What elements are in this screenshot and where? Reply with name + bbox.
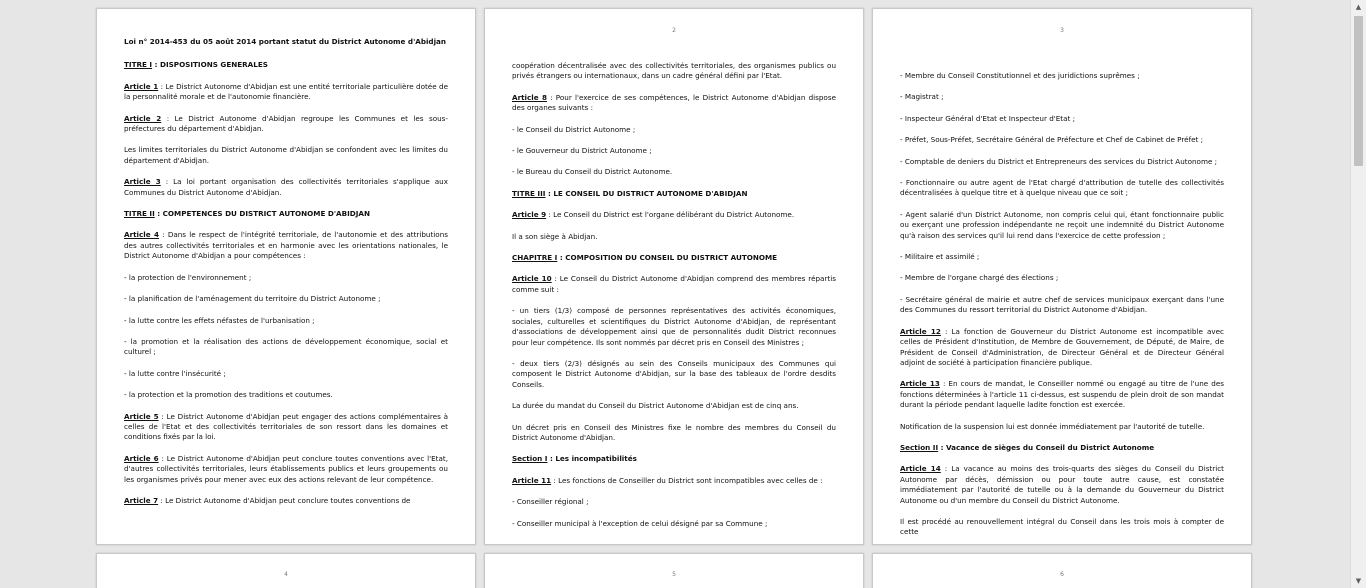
text-paragraph [900,422,1224,432]
text-paragraph [124,369,448,379]
article-paragraph [124,230,448,261]
article-paragraph [512,274,836,295]
page-number: 4 [284,571,288,578]
text-paragraph [900,71,1224,81]
text-paragraph [124,273,448,283]
section-label: Article 11 [512,475,552,485]
text-paragraph [900,178,1224,199]
page-6 [872,553,1252,588]
page-2 [484,8,864,545]
article-paragraph [512,210,836,220]
paragraph-text: - Secrétaire général de mairie et autre chef de services municipaux exerçant dans l'une des Communes du ressort territorial du District Autonome d'Abidjan. [900,294,1224,315]
text-paragraph [124,294,448,304]
page-4 [96,553,476,588]
article-paragraph [512,189,836,199]
paragraph-text: - le Conseil du District Autonome ; [512,124,636,134]
text-paragraph [512,423,836,444]
paragraph-text: Il est procédé au renouvellement intégral du Conseil dans les trois mois à compter de cette [900,516,1224,537]
section-label: Article 14 [900,464,941,474]
section-label: Article 8 [512,92,548,102]
article-paragraph [900,464,1224,506]
text-paragraph [124,316,448,326]
paragraph-text: : Le District Autonome d'Abidjan peut conclure toutes conventions avec l'Etat, d'autres collectivités territoriales, leurs établissements publics et leurs groupements ou les organismes privés pour mener avec eux des actions relevant de leur compétence. [124,453,448,484]
text-paragraph [124,337,448,358]
page-number: 2 [672,27,676,34]
section-label: Article 2 [124,113,162,123]
text-paragraph [900,114,1224,124]
paragraph-text: Les limites territoriales du District Autonome d'Abidjan se confondent avec les limites du département d'Abidjan. [124,145,448,165]
paragraph-text: - Préfet, Sous-Préfet, Secrétaire Général de Préfecture et Chef de Cabinet de Préfet ; [900,135,1204,145]
document-title: Loi n° 2014-453 du 05 août 2014 portant statut du District Autonome d'Abidjan [124,37,447,46]
page-number: 3 [1060,27,1064,34]
paragraph-text: coopération décentralisée avec des collectivités territoriales, des organismes publics ou privés étrangers ou internationaux, dans un cadre général défini par l'Etat. [512,61,836,81]
article-paragraph [124,114,448,135]
paragraph-text: : Dans le respect de l'intégrité territoriale, de l'autonomie et des attributions des autres collectivités territoriales et en harmonie avec les orientations nationales, le District Autonome d'Abidjan a pour compétences : [124,230,448,261]
scrollbar-thumb[interactable] [1354,16,1363,166]
section-label: Article 5 [124,411,159,421]
paragraph-text: - la protection de l'environnement ; [124,272,252,282]
article-paragraph [124,82,448,103]
text-paragraph [512,359,836,390]
paragraph-text: - la lutte contre les effets néfastes de l'urbanisation ; [124,315,315,325]
section-label: Article 9 [512,210,547,220]
vertical-scrollbar[interactable] [1350,0,1366,588]
text-paragraph [900,157,1224,167]
paragraph-text: : Vacance de sièges du Conseil du District Autonome [938,442,1155,452]
paragraph-text: - un tiers (1/3) composé de personnes représentatives des activités économiques, sociales, culturelles et scientifiques du District Autonome d'Abidjan, de représentant d'associations de développement ainsi que de personnalités dudit District reconnues pour leur compétence. Ils sont nommés par décret pris en Conseil des Ministres ; [512,306,836,347]
text-paragraph [124,390,448,400]
section-label: Article 4 [124,230,160,240]
page-content [124,37,448,517]
section-label: TITRE III [512,188,546,198]
article-paragraph [124,177,448,198]
paragraph-text: - Comptable de deniers du District et Entrepreneurs des services du District Autonome ; [900,156,1218,166]
paragraph-text: - deux tiers (2/3) désignés au sein des Conseils municipaux des Communes qui composent le District Autonome d'Abidjan, sur la base des tableaux de l'ordre desdits Conseils. [512,358,836,389]
text-paragraph [512,306,836,348]
text-paragraph [512,232,836,242]
article-paragraph [512,454,836,464]
text-paragraph [512,125,836,135]
text-paragraph [512,401,836,411]
section-label: Article 1 [124,81,159,91]
paragraph-text: : Le District Autonome d'Abidjan peut conclure toutes conventions de [158,495,411,505]
paragraph-text: : La loi portant organisation des collectivités territoriales s'applique aux Communes du District Autonome d'Abidjan. [124,177,448,197]
section-label: Section I [512,454,548,464]
paragraph-text: - Membre de l'organe chargé des élections ; [900,273,1059,283]
arrow-up-icon[interactable]: ▲ [1355,3,1362,11]
text-paragraph [900,92,1224,102]
paragraph-text: - la planification de l'aménagement du territoire du District Autonome ; [124,294,381,304]
paragraph-text: - Militaire et assimilé ; [900,252,980,262]
paragraph-text: La durée du mandat du Conseil du District Autonome d'Abidjan est de cinq ans. [512,401,799,411]
paragraph-text: : Le Conseil du District est l'organe délibérant du District Autonome. [546,210,795,220]
paragraph-text: : DISPOSITIONS GENERALES [152,60,268,70]
paragraph-text: Il a son siège à Abidjan. [512,231,598,241]
paragraph-text: - le Bureau du Conseil du District Autonome. [512,167,673,177]
text-paragraph [512,519,836,529]
paragraph-text: : Le District Autonome d'Abidjan regroupe les Communes et les sous-préfectures du département d'Abidjan. [124,113,448,134]
section-label: Article 13 [900,379,940,389]
text-paragraph [900,252,1224,262]
paragraph-text: - Inspecteur Général d'Etat et Inspecteur d'Etat ; [900,113,1076,123]
section-label: Article 12 [900,326,941,336]
paragraph-text: : Les incompatibilités [547,454,637,464]
article-paragraph [124,496,448,506]
article-paragraph [512,476,836,486]
paragraph-text: - Agent salarié d'un District Autonome, non compris celui qui, étant fonctionnaire public ou exerçant une profession indépendante ne reçoit une indemnité du District Autonome qu'à raison des services qu'il lui rend dans l'exercice de cette profession ; [900,209,1224,240]
paragraph-text: - Magistrat ; [900,92,944,102]
text-paragraph [900,210,1224,241]
page-1 [96,8,476,545]
paragraph-text: - la lutte contre l'insécurité ; [124,368,226,378]
article-paragraph [900,443,1224,453]
article-paragraph [900,379,1224,410]
section-label: Article 6 [124,453,159,463]
page-3 [872,8,1252,545]
article-paragraph [124,412,448,443]
text-paragraph [900,273,1224,283]
arrow-down-icon[interactable]: ▼ [1355,577,1362,585]
section-label: Section II [900,442,939,452]
article-paragraph [124,209,448,219]
article-paragraph [512,93,836,114]
text-paragraph [512,167,836,177]
section-label: TITRE I [124,60,153,70]
paragraph-text: : La fonction de Gouverneur du District Autonome est incompatible avec celles de Président d'Institution, de Membre de Gouvernement, de Député, de Maire, de Président de Conseil d'Administration, de Directeur Général et de Directeur Général adjoint de société à participation financière publique. [900,326,1224,367]
page-number: 6 [1060,571,1064,578]
paragraph-text: Un décret pris en Conseil des Ministres fixe le nombre des membres du Conseil du District Autonome d'Abidjan. [512,422,836,442]
paragraph-text: : Le District Autonome d'Abidjan peut engager des actions complémentaires à celles de l'Etat et des collectivités territoriales de son ressort dans les domaines et conditions fixés par la loi. [124,411,448,442]
paragraph-text: : Le Conseil du District Autonome d'Abidjan comprend des membres répartis comme suit : [512,274,836,294]
text-paragraph [900,517,1224,538]
section-label: Article 10 [512,274,552,284]
text-paragraph [900,295,1224,316]
paragraph-text: : La vacance au moins des trois-quarts des sièges du Conseil du District Autonome par décès, démission ou pour toute autre cause, est constatée immédiatement par l'autorité de tutelle ou à la demande du Gouverneur du District Autonome ou d'un membre du Conseil du District Autonome. [900,464,1224,505]
section-label: TITRE II [124,209,155,219]
page-content [900,71,1224,545]
page-content [512,61,836,540]
page-number: 5 [672,571,676,578]
paragraph-text: : COMPOSITION DU CONSEIL DU DISTRICT AUTONOME [557,253,778,263]
paragraph-text: - la promotion et la réalisation des actions de développement économique, social et culturel ; [124,336,448,357]
section-label: Article 7 [124,495,159,505]
text-paragraph [900,135,1224,145]
paragraph-text: - Conseiller municipal à l'exception de celui désigné par sa Commune ; [512,518,768,528]
paragraph-text: - la protection et la promotion des traditions et coutumes. [124,390,333,400]
paragraph-text: : Pour l'exercice de ses compétences, le District Autonome d'Abidjan dispose des organes suivants : [512,92,836,113]
paragraph-text: : COMPETENCES DU DISTRICT AUTONOME D'ABIDJAN [154,209,370,219]
paragraph-text: - le Gouverneur du District Autonome ; [512,146,652,156]
paragraph-text: : Les fonctions de Conseiller du District sont incompatibles avec celles de : [551,475,823,485]
section-label: CHAPITRE I [512,253,558,263]
article-paragraph [124,454,448,485]
article-paragraph [900,327,1224,369]
paragraph-text: - Fonctionnaire ou autre agent de l'Etat chargé d'attribution de tutelle des collectivités décentralisées à quelque titre et à quelque niveau que ce soit ; [900,178,1224,198]
article-paragraph [124,60,448,70]
text-paragraph [512,146,836,156]
article-paragraph [512,253,836,263]
section-label: Article 3 [124,177,161,187]
text-paragraph [512,497,836,507]
paragraph-text: - Conseiller régional ; [512,497,589,507]
paragraph-text: : En cours de mandat, le Conseiller nommé ou engagé au titre de l'une des fonctions déterminées à l'article 11 ci-dessus, est suspendu de plein droit de son mandat durant la période pendant laquelle ladite fonction est exercée. [900,379,1224,410]
page-5 [484,553,864,588]
paragraph-text: : Le District Autonome d'Abidjan est une entité territoriale particulière dotée de la personnalité morale et de l'autonomie financière. [124,81,448,102]
paragraph-text: : LE CONSEIL DU DISTRICT AUTONOME D'ABIDJAN [545,188,748,198]
text-paragraph [124,145,448,166]
paragraph-text: - Membre du Conseil Constitutionnel et des juridictions suprêmes ; [900,71,1140,80]
paragraph-text: Notification de la suspension lui est donnée immédiatement par l'autorité de tutelle. [900,421,1205,431]
text-paragraph [512,61,836,82]
